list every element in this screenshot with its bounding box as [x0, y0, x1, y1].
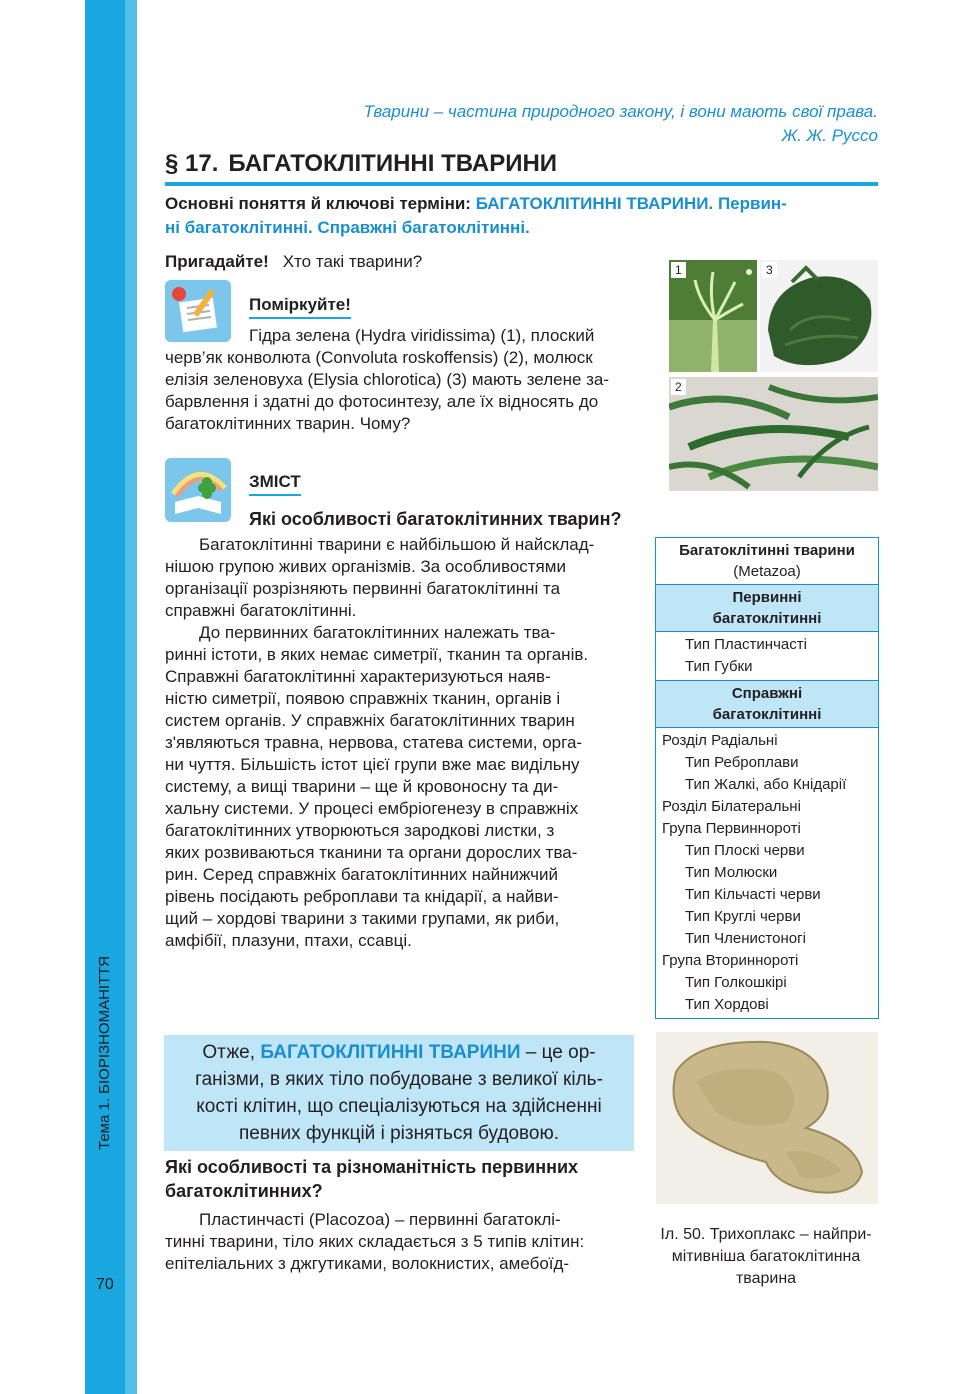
table-row: Тип Членистоногі	[685, 930, 806, 947]
text-line: ни чуття. Більшість істот цієї групи вже має видільну	[165, 755, 580, 774]
photo-label: 2	[671, 379, 686, 395]
recall	[165, 252, 422, 272]
table-row: Тип Реброплави	[685, 754, 799, 771]
think-text	[165, 325, 647, 435]
tail-text	[165, 1209, 632, 1275]
table-row: Тип Голкошкірі	[685, 974, 787, 991]
caption-line: Іл. 50. Трихоплакс – найпри-	[660, 1226, 872, 1243]
text-line: епітеліальних з джгутиками, волокнистих, амебоїд-	[165, 1254, 570, 1273]
question-heading-1: Які особливості багатоклітинних тварин?	[249, 509, 622, 529]
table-row: Розділ Білатеральні	[662, 798, 801, 815]
text-line: Справжні багатоклітинні характеризуються наяв-	[165, 667, 551, 686]
text-line: яких розвиваються тканини та органи дорослих тва-	[165, 843, 578, 862]
primary-header	[656, 585, 878, 632]
key-terms-line2: ні багатоклітинні. Справжні багатоклітинні.	[165, 218, 530, 237]
summary-box	[164, 1035, 634, 1151]
epigraph-author: Ж. Ж. Руссо	[781, 126, 878, 145]
photo-convoluta	[669, 377, 878, 491]
text-line: амфібії, плазуни, птахи, ссавці.	[165, 931, 412, 950]
text-line: рівень посідають реброплави та кнідарії, а найви-	[165, 887, 559, 906]
section-title	[165, 150, 878, 186]
key-terms-line1: БАГАТОКЛІТИННІ ТВАРИНИ. Первин-	[475, 194, 787, 213]
content-label: ЗМІСТ	[249, 472, 301, 496]
think-line: елізія зеленовуха (Elysia chlorotica) (3) мають зелене за-	[165, 370, 610, 389]
primary-header-line: багатоклітинні	[712, 610, 822, 627]
sidebar-stripe-light	[125, 0, 137, 1394]
text-line: Пластинчасті (Placozoa) – первинні багатоклі-	[199, 1210, 561, 1229]
classification-header	[656, 538, 878, 585]
classification-title: Багатоклітинні тварини	[679, 542, 855, 559]
text-line: До первинних багатоклітинних належать тва-	[199, 623, 556, 642]
table-row: Група Вториннороті	[662, 952, 799, 969]
primary-list	[656, 632, 878, 681]
photo-label: 3	[762, 262, 777, 278]
section-title-text: БАГАТОКЛІТИННІ ТВАРИНИ	[228, 150, 558, 177]
text-line: багатоклітинних утворюються зародкові листки, з	[165, 821, 555, 840]
main-text	[165, 534, 632, 952]
summary-line: ганізми, в яких тіло побудоване з великої кіль-	[195, 1069, 603, 1090]
question-2-line: багатоклітинних?	[165, 1181, 323, 1201]
text-line: хальну системи. У процесі ембріогенезу в справжніх	[165, 799, 579, 818]
photo-label: 1	[671, 262, 686, 278]
think-line: багатоклітинних тварин. Чому?	[165, 414, 411, 433]
key-terms	[165, 192, 880, 240]
text-line: з'являються травна, нервова, статева системи, орга-	[165, 733, 583, 752]
text-line: ністю симетрії, появою справжніх тканин, органів і	[165, 689, 561, 708]
think-line: черв’як конволюта (Convoluta roskoffensis) (2), молюск	[165, 348, 593, 367]
sidebar-stripe	[85, 0, 125, 1394]
table-row: Тип Хордові	[685, 996, 769, 1013]
table-row: Тип Жалкі, або Кнідарії	[685, 776, 847, 793]
text-line: щий – хордові тварини з такими групами, як риби,	[165, 909, 560, 928]
text-line: Багатоклітинні тварини є найбільшою й найсклад-	[199, 535, 595, 554]
text-line: систему, а вищі тварини – ще й кровоносну та ди-	[165, 777, 559, 796]
table-row: Тип Губки	[685, 658, 753, 675]
caption-line: мітивніша багатоклітинна	[671, 1248, 861, 1265]
page-number: 70	[96, 1276, 114, 1293]
true-header	[656, 681, 878, 728]
content-icon	[165, 458, 231, 520]
figure-caption	[652, 1224, 880, 1290]
classification-table	[655, 537, 879, 1019]
primary-header-line: Первинні	[732, 589, 802, 606]
true-list	[656, 728, 878, 1018]
photo-elysia	[760, 260, 878, 372]
key-terms-label: Основні поняття й ключові терміни:	[165, 194, 471, 213]
text-line: нішою групою живих організмів. За особливостями	[165, 557, 566, 576]
think-title: Поміркуйте!	[249, 295, 351, 319]
classification-latin: (Metazoa)	[733, 563, 801, 580]
text-line: ринні істоти, в яких немає симетрії, тканин та органів.	[165, 645, 589, 664]
text-line: організації розрізняють первинні багатоклітинні та	[165, 579, 561, 598]
caption-line: тварина	[735, 1270, 797, 1287]
summary-line: кості клітин, що спеціалізуються на здійсненні	[196, 1096, 602, 1117]
epigraph	[364, 100, 878, 148]
section-number: § 17.	[165, 150, 219, 177]
text-line: систем органів. У справжніх багатоклітинних тварин	[165, 711, 575, 730]
recall-question: Хто такі тварини?	[282, 252, 423, 271]
epigraph-quote: Тварини – частина природного закону, і вони мають свої права.	[363, 102, 878, 121]
text-line: тинні тварини, тіло яких складається з 5 типів клітин:	[165, 1232, 585, 1251]
summary-line: певних функцій і різняться будовою.	[239, 1123, 559, 1144]
recall-label: Пригадайте!	[165, 252, 269, 271]
text-line: справжні багатоклітинні.	[165, 601, 357, 620]
text-line: рин. Серед справжніх багатоклітинних найнижчий	[165, 865, 559, 884]
theme-label: Тема 1. БІОРІЗНОМАНІТТЯ	[96, 956, 113, 1150]
think-line: барвлення і здатні до фотосинтезу, але їх відносять до	[165, 392, 599, 411]
trichoplax-image	[656, 1032, 878, 1204]
true-header-line: багатоклітинні	[712, 706, 822, 723]
question-2-line: Які особливості та різноманітність первинних	[165, 1157, 579, 1177]
question-heading-2	[165, 1155, 578, 1203]
table-row: Розділ Радіальні	[662, 732, 778, 749]
photo-hydra	[669, 260, 757, 372]
table-row: Тип Круглі черви	[685, 908, 801, 925]
table-row: Тип Кільчасті черви	[685, 886, 821, 903]
table-row: Тип Плоскі черви	[685, 842, 805, 859]
table-row: Тип Пластинчасті	[685, 636, 807, 653]
summary-line: – це ор-	[525, 1042, 596, 1063]
table-row: Група Первиннороті	[662, 820, 801, 837]
true-header-line: Справжні	[731, 685, 803, 702]
summary-prefix: Отже,	[202, 1042, 256, 1063]
summary-term: БАГАТОКЛІТИННІ ТВАРИНИ	[260, 1042, 521, 1063]
table-row: Тип Молюски	[685, 864, 778, 881]
think-line: Гідра зелена (Hydra viridissima) (1), плоский	[249, 326, 595, 345]
